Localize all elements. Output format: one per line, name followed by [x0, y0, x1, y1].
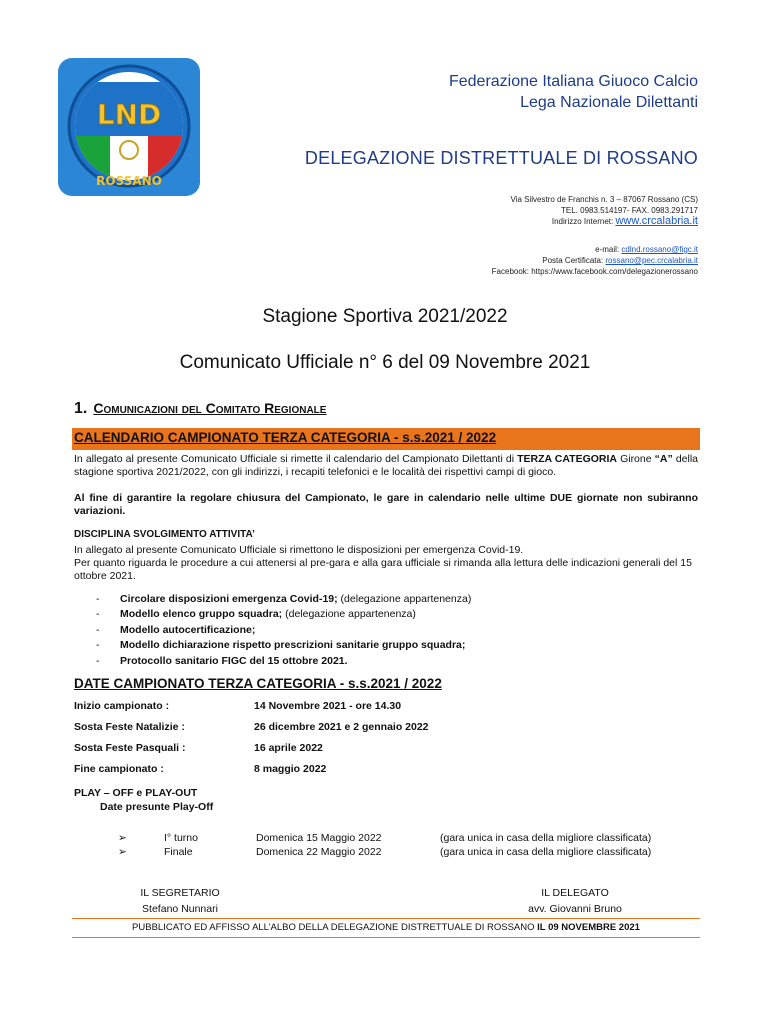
item-bold: Modello dichiarazione rispetto prescrizioni sanitarie gruppo squadra;: [120, 639, 466, 652]
list-item: [96, 592, 471, 607]
item-bold: Modello elenco gruppo squadra;: [120, 608, 283, 621]
section-title: Comunicazioni del Comitato Regionale: [93, 400, 327, 416]
list-item: [96, 638, 471, 653]
date-value: 26 dicembre 2021 e 2 gennaio 2022: [254, 721, 429, 733]
attachments-list: [96, 592, 471, 669]
list-item: [96, 654, 471, 669]
playoff-title: PLAY – OFF e PLAY-OUT: [74, 787, 198, 799]
contact-phone: TEL. 0983.514197- FAX. 0983.291717: [561, 206, 698, 215]
date-row: [74, 721, 429, 733]
date-row: [74, 742, 323, 754]
secretary-role: IL SEGRETARIO: [140, 887, 220, 899]
turn-date: Domenica 22 Maggio 2022: [256, 846, 382, 858]
date-label: Inizio campionato :: [74, 700, 170, 712]
date-row: [74, 763, 326, 775]
calendar-text-3: della stagione sportiva 2021/2022, con gli indirizzi, i recapiti telefonici e le località dei rispettivi campi di gioco.: [74, 453, 698, 478]
calendar-heading: CALENDARIO CAMPIONATO TERZA CATEGORIA - s.s.2021 / 2022: [74, 430, 497, 445]
discipline-p2: Per quanto riguarda le procedure a cui attenersi al pre-gara e alla gara ufficiale si rimanda alla lettura delle indicazioni generali del 15 ottobre 2021.: [74, 557, 692, 582]
playoff-block: [74, 786, 213, 814]
calendar-notice: Al fine di garantire la regolare chiusura del Campionato, le gare in calendario nelle ultime DUE giornate non subiranno variazioni.: [74, 492, 698, 517]
date-label: Sosta Feste Natalizie :: [74, 721, 185, 733]
arrow-bullet-icon: ➢: [118, 832, 127, 844]
discipline-p1: In allegato al presente Comunicato Ufficiale si rimettono le disposizioni per emergenza Covid-19.: [74, 544, 524, 556]
item-bold: Protocollo sanitario FIGC del 15 ottobre 2021.: [120, 654, 348, 667]
federation-name: Federazione Italiana Giuoco Calcio: [448, 73, 698, 90]
date-row: [74, 700, 401, 712]
calendar-girone: “A”: [654, 453, 673, 465]
date-value: 8 maggio 2022: [254, 763, 327, 775]
footer-text: PUBBLICATO ED AFFISSO ALL’ALBO DELLA DELEGAZIONE DISTRETTUALE DI ROSSANO: [132, 922, 538, 933]
pec-label: Posta Certificata:: [542, 256, 606, 265]
item-bold: Circolare disposizioni emergenza Covid-19;: [120, 593, 338, 605]
contact-address: Via Silvestro de Franchis n. 3 – 87067 Rossano (CS): [510, 195, 698, 204]
item-bold: Modello autocertificazione;: [120, 623, 256, 636]
section-heading: [74, 400, 326, 418]
lnd-rossano-logo: [58, 58, 200, 196]
turn-date: Domenica 15 Maggio 2022: [256, 832, 382, 844]
calendar-text-2: Girone: [617, 453, 655, 465]
publication-footer: [72, 918, 700, 938]
calendar-text-1: In allegato al presente Comunicato Ufficiale si rimette il calendario del Campionato Dilettanti di: [74, 453, 518, 465]
calendar-paragraph: [74, 453, 698, 479]
date-label: Fine campionato :: [74, 763, 164, 775]
secretary-name: Stefano Nunnari: [142, 903, 218, 915]
turn-name: Finale: [164, 846, 193, 858]
secretary-signature: [120, 885, 240, 917]
list-item: [96, 607, 471, 622]
item-note: (delegazione appartenenza): [282, 608, 416, 621]
contact-online-block: [492, 244, 698, 277]
league-name: Lega Nazionale Dilettanti: [520, 94, 698, 111]
section-number: 1.: [74, 400, 88, 417]
email-link[interactable]: cdlnd.rossano@figc.it: [621, 245, 698, 254]
turn-note: (gara unica in casa della migliore classificata): [440, 832, 652, 844]
delegate-signature: [500, 885, 650, 917]
logo-lnd-text: LND: [96, 98, 162, 131]
communique-title: Comunicato Ufficiale n° 6 del 09 Novembre 2021: [179, 352, 591, 373]
facebook-url[interactable]: https://www.facebook.com/delegazionerossano: [531, 267, 698, 276]
playoff-turn-row: [118, 832, 651, 844]
discipline-title: DISCIPLINA SVOLGIMENTO ATTIVITA’: [74, 529, 255, 540]
turn-name: I° turno: [164, 832, 198, 844]
turn-note: (gara unica in casa della migliore classificata): [440, 846, 652, 858]
internet-link[interactable]: www.crcalabria.it: [615, 215, 698, 227]
date-value: 16 aprile 2022: [254, 742, 323, 754]
playoff-subtitle: Date presunte Play-Off: [100, 801, 214, 813]
email-label: e-mail:: [595, 245, 622, 254]
contact-address-block: [510, 194, 698, 227]
item-note: (delegazione appartenenza): [337, 593, 472, 605]
date-label: Sosta Feste Pasquali :: [74, 742, 186, 754]
contact-facebook: [492, 266, 698, 277]
delegation-title: DELEGAZIONE DISTRETTUALE DI ROSSANO: [304, 148, 698, 168]
logo-rossano-text: ROSSANO: [96, 174, 162, 188]
federation-header: [449, 72, 698, 114]
calendar-heading-bar: [72, 428, 700, 450]
arrow-bullet-icon: ➢: [118, 846, 127, 858]
playoff-turn-row: [118, 846, 651, 858]
dates-title: DATE CAMPIONATO TERZA CATEGORIA - s.s.2021 / 2022: [74, 676, 442, 691]
pec-link[interactable]: rossano@pec.crcalabria.it: [605, 256, 698, 265]
contact-pec: [492, 255, 698, 266]
facebook-label: Facebook:: [491, 267, 532, 276]
footer-date: IL 09 NOVEMBRE 2021: [537, 922, 640, 933]
list-item: [96, 623, 471, 638]
internet-label: Indirizzo Internet:: [551, 217, 616, 226]
calendar-category: TERZA CATEGORIA: [517, 453, 617, 465]
date-value: 14 Novembre 2021 - ore 14.30: [254, 700, 402, 712]
contact-internet: [510, 216, 698, 227]
contact-email: [492, 244, 698, 255]
delegate-name: avv. Giovanni Bruno: [528, 903, 622, 915]
season-title: Stagione Sportiva 2021/2022: [262, 306, 508, 327]
delegate-role: IL DELEGATO: [541, 887, 609, 899]
